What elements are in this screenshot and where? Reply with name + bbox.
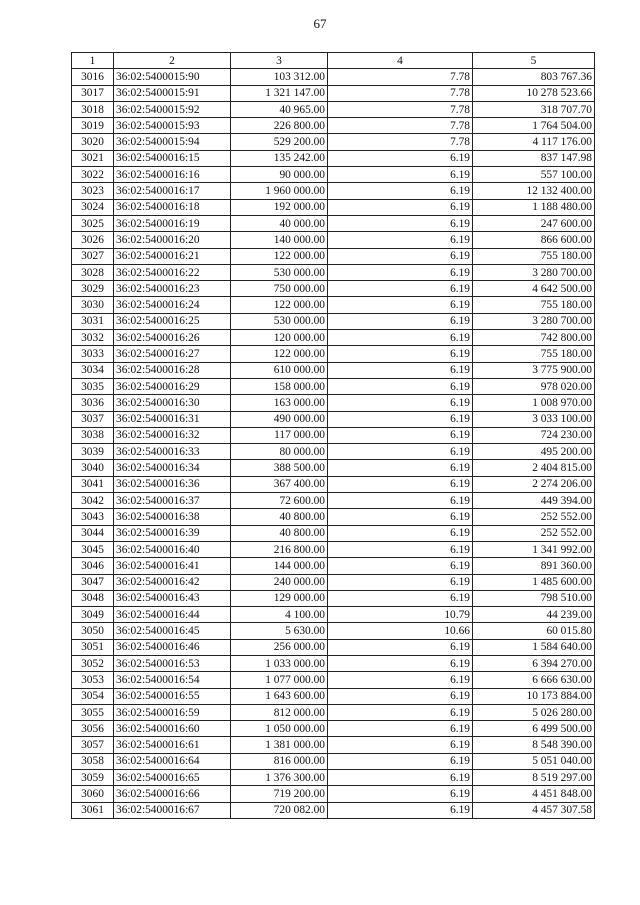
row-number-cell: 3048 — [72, 590, 114, 606]
table-row — [72, 248, 595, 264]
column-header-2: 2 — [114, 53, 231, 69]
row-number-cell: 3017 — [72, 85, 114, 101]
rate-cell: 6.19 — [328, 558, 473, 574]
cadastral-number-cell: 36:02:5400016:44 — [114, 607, 231, 623]
table-row — [72, 101, 595, 117]
table-row — [72, 330, 595, 346]
cadastral-number-cell: 36:02:5400016:37 — [114, 493, 231, 509]
table-row — [72, 232, 595, 248]
value-cell: 3 280 700.00 — [473, 313, 595, 329]
row-number-cell: 3047 — [72, 574, 114, 590]
area-cell: 1 376 300.00 — [231, 770, 328, 786]
table-row — [72, 378, 595, 394]
row-number-cell: 3044 — [72, 525, 114, 541]
area-cell: 226 800.00 — [231, 118, 328, 134]
cadastral-number-cell: 36:02:5400016:25 — [114, 313, 231, 329]
table-row — [72, 493, 595, 509]
cadastral-number-cell: 36:02:5400016:21 — [114, 248, 231, 264]
cadastral-number-cell: 36:02:5400016:53 — [114, 655, 231, 671]
area-cell: 120 000.00 — [231, 330, 328, 346]
row-number-cell: 3025 — [72, 215, 114, 231]
rate-cell: 6.19 — [328, 167, 473, 183]
value-cell: 755 180.00 — [473, 297, 595, 313]
table-row — [72, 655, 595, 671]
cadastral-number-cell: 36:02:5400016:64 — [114, 753, 231, 769]
value-cell: 755 180.00 — [473, 346, 595, 362]
row-number-cell: 3016 — [72, 69, 114, 85]
row-number-cell: 3024 — [72, 199, 114, 215]
rate-cell: 6.19 — [328, 150, 473, 166]
value-cell: 12 132 400.00 — [473, 183, 595, 199]
table-row — [72, 672, 595, 688]
row-number-cell: 3046 — [72, 558, 114, 574]
rate-cell: 10.79 — [328, 607, 473, 623]
area-cell: 1 050 000.00 — [231, 721, 328, 737]
value-cell: 3 033 100.00 — [473, 411, 595, 427]
cadastral-number-cell: 36:02:5400015:93 — [114, 118, 231, 134]
area-cell: 750 000.00 — [231, 281, 328, 297]
rate-cell: 6.19 — [328, 753, 473, 769]
area-cell: 40 000.00 — [231, 215, 328, 231]
cadastral-number-cell: 36:02:5400016:61 — [114, 737, 231, 753]
area-cell: 1 381 000.00 — [231, 737, 328, 753]
cadastral-number-cell: 36:02:5400016:43 — [114, 590, 231, 606]
rate-cell: 6.19 — [328, 574, 473, 590]
table-row — [72, 281, 595, 297]
rate-cell: 6.19 — [328, 639, 473, 655]
rate-cell: 6.19 — [328, 330, 473, 346]
table-row — [72, 118, 595, 134]
table-row — [72, 737, 595, 753]
area-cell: 144 000.00 — [231, 558, 328, 574]
value-cell: 803 767.36 — [473, 69, 595, 85]
rate-cell: 6.19 — [328, 427, 473, 443]
cadastral-number-cell: 36:02:5400016:66 — [114, 786, 231, 802]
row-number-cell: 3061 — [72, 802, 114, 818]
cadastral-number-cell: 36:02:5400016:40 — [114, 541, 231, 557]
table-row — [72, 541, 595, 557]
row-number-cell: 3045 — [72, 541, 114, 557]
area-cell: 140 000.00 — [231, 232, 328, 248]
rate-cell: 6.19 — [328, 590, 473, 606]
cadastral-number-cell: 36:02:5400016:32 — [114, 427, 231, 443]
cadastral-number-cell: 36:02:5400015:92 — [114, 101, 231, 117]
value-cell: 6 499 500.00 — [473, 721, 595, 737]
row-number-cell: 3034 — [72, 362, 114, 378]
area-cell: 1 077 000.00 — [231, 672, 328, 688]
value-cell: 2 404 815.00 — [473, 460, 595, 476]
table-row — [72, 297, 595, 313]
area-cell: 158 000.00 — [231, 378, 328, 394]
table-row — [72, 558, 595, 574]
rate-cell: 6.19 — [328, 721, 473, 737]
value-cell: 247 600.00 — [473, 215, 595, 231]
rate-cell: 6.19 — [328, 672, 473, 688]
cadastral-number-cell: 36:02:5400016:29 — [114, 378, 231, 394]
row-number-cell: 3059 — [72, 770, 114, 786]
row-number-cell: 3035 — [72, 378, 114, 394]
row-number-cell: 3033 — [72, 346, 114, 362]
cadastral-number-cell: 36:02:5400016:17 — [114, 183, 231, 199]
rate-cell: 6.19 — [328, 346, 473, 362]
value-cell: 1 485 600.00 — [473, 574, 595, 590]
rate-cell: 6.19 — [328, 541, 473, 557]
value-cell: 44 239.00 — [473, 607, 595, 623]
row-number-cell: 3049 — [72, 607, 114, 623]
row-number-cell: 3040 — [72, 460, 114, 476]
table-row — [72, 639, 595, 655]
row-number-cell: 3022 — [72, 167, 114, 183]
area-cell: 122 000.00 — [231, 297, 328, 313]
page-number: 67 — [313, 16, 327, 31]
area-cell: 40 800.00 — [231, 509, 328, 525]
area-cell: 1 960 000.00 — [231, 183, 328, 199]
area-cell: 367 400.00 — [231, 476, 328, 492]
area-cell: 529 200.00 — [231, 134, 328, 150]
value-cell: 755 180.00 — [473, 248, 595, 264]
cadastral-number-cell: 36:02:5400016:27 — [114, 346, 231, 362]
rate-cell: 6.19 — [328, 378, 473, 394]
cadastral-number-cell: 36:02:5400016:41 — [114, 558, 231, 574]
value-cell: 6 666 630.00 — [473, 672, 595, 688]
value-cell: 798 510.00 — [473, 590, 595, 606]
area-cell: 72 600.00 — [231, 493, 328, 509]
value-cell: 557 100.00 — [473, 167, 595, 183]
rate-cell: 6.19 — [328, 215, 473, 231]
area-cell: 5 630.00 — [231, 623, 328, 639]
rate-cell: 6.19 — [328, 509, 473, 525]
rate-cell: 6.19 — [328, 264, 473, 280]
table-row — [72, 85, 595, 101]
value-cell: 10 173 884.00 — [473, 688, 595, 704]
cadastral-number-cell: 36:02:5400016:30 — [114, 395, 231, 411]
rate-cell: 6.19 — [328, 362, 473, 378]
table-row — [72, 313, 595, 329]
row-number-cell: 3052 — [72, 655, 114, 671]
area-cell: 1 643 600.00 — [231, 688, 328, 704]
rate-cell: 6.19 — [328, 525, 473, 541]
cadastral-number-cell: 36:02:5400015:94 — [114, 134, 231, 150]
rate-cell: 6.19 — [328, 655, 473, 671]
table-row — [72, 753, 595, 769]
cadastral-number-cell: 36:02:5400016:20 — [114, 232, 231, 248]
area-cell: 122 000.00 — [231, 248, 328, 264]
table-row — [72, 444, 595, 460]
column-header-1: 1 — [72, 53, 114, 69]
rate-cell: 6.19 — [328, 248, 473, 264]
value-cell: 1 188 480.00 — [473, 199, 595, 215]
cadastral-number-cell: 36:02:5400016:38 — [114, 509, 231, 525]
table-row — [72, 150, 595, 166]
cadastral-number-cell: 36:02:5400016:26 — [114, 330, 231, 346]
value-cell: 742 800.00 — [473, 330, 595, 346]
value-cell: 495 200.00 — [473, 444, 595, 460]
cadastral-number-cell: 36:02:5400016:31 — [114, 411, 231, 427]
rate-cell: 6.19 — [328, 395, 473, 411]
row-number-cell: 3056 — [72, 721, 114, 737]
table-row — [72, 167, 595, 183]
row-number-cell: 3032 — [72, 330, 114, 346]
row-number-cell: 3053 — [72, 672, 114, 688]
rate-cell: 6.19 — [328, 493, 473, 509]
table-row — [72, 69, 595, 85]
row-number-cell: 3050 — [72, 623, 114, 639]
value-cell: 724 230.00 — [473, 427, 595, 443]
row-number-cell: 3051 — [72, 639, 114, 655]
area-cell: 80 000.00 — [231, 444, 328, 460]
rate-cell: 6.19 — [328, 297, 473, 313]
value-cell: 8 519 297.00 — [473, 770, 595, 786]
table-row — [72, 362, 595, 378]
table-header-row — [72, 53, 595, 69]
table-row — [72, 590, 595, 606]
rate-cell: 6.19 — [328, 313, 473, 329]
rate-cell: 6.19 — [328, 281, 473, 297]
cadastral-number-cell: 36:02:5400016:23 — [114, 281, 231, 297]
table-row — [72, 476, 595, 492]
row-number-cell: 3037 — [72, 411, 114, 427]
column-header-4: 4 — [328, 53, 473, 69]
rate-cell: 6.19 — [328, 737, 473, 753]
row-number-cell: 3038 — [72, 427, 114, 443]
cadastral-number-cell: 36:02:5400016:45 — [114, 623, 231, 639]
value-cell: 318 707.70 — [473, 101, 595, 117]
cadastral-number-cell: 36:02:5400016:34 — [114, 460, 231, 476]
rate-cell: 6.19 — [328, 411, 473, 427]
row-number-cell: 3043 — [72, 509, 114, 525]
value-cell: 5 051 040.00 — [473, 753, 595, 769]
row-number-cell: 3030 — [72, 297, 114, 313]
area-cell: 90 000.00 — [231, 167, 328, 183]
table-row — [72, 395, 595, 411]
table-row — [72, 688, 595, 704]
cadastral-number-cell: 36:02:5400016:16 — [114, 167, 231, 183]
cadastral-number-cell: 36:02:5400016:39 — [114, 525, 231, 541]
table-row — [72, 264, 595, 280]
table-row — [72, 346, 595, 362]
cadastral-number-cell: 36:02:5400016:59 — [114, 704, 231, 720]
cadastral-number-cell: 36:02:5400016:42 — [114, 574, 231, 590]
table-row — [72, 721, 595, 737]
row-number-cell: 3021 — [72, 150, 114, 166]
value-cell: 3 775 900.00 — [473, 362, 595, 378]
cadastral-number-cell: 36:02:5400015:91 — [114, 85, 231, 101]
value-cell: 978 020.00 — [473, 378, 595, 394]
area-cell: 117 000.00 — [231, 427, 328, 443]
area-cell: 720 082.00 — [231, 802, 328, 818]
cadastral-number-cell: 36:02:5400016:36 — [114, 476, 231, 492]
value-cell: 252 552.00 — [473, 525, 595, 541]
table-row — [72, 574, 595, 590]
rate-cell: 6.19 — [328, 183, 473, 199]
rate-cell: 6.19 — [328, 476, 473, 492]
value-cell: 4 642 500.00 — [473, 281, 595, 297]
area-cell: 610 000.00 — [231, 362, 328, 378]
value-cell: 1 341 992.00 — [473, 541, 595, 557]
table-row — [72, 215, 595, 231]
column-header-5: 5 — [473, 53, 595, 69]
value-cell: 2 274 206.00 — [473, 476, 595, 492]
area-cell: 40 965.00 — [231, 101, 328, 117]
row-number-cell: 3042 — [72, 493, 114, 509]
cadastral-number-cell: 36:02:5400016:24 — [114, 297, 231, 313]
cadastral-number-cell: 36:02:5400016:19 — [114, 215, 231, 231]
value-cell: 3 280 700.00 — [473, 264, 595, 280]
row-number-cell: 3018 — [72, 101, 114, 117]
table-row — [72, 786, 595, 802]
row-number-cell: 3026 — [72, 232, 114, 248]
area-cell: 103 312.00 — [231, 69, 328, 85]
row-number-cell: 3031 — [72, 313, 114, 329]
area-cell: 129 000.00 — [231, 590, 328, 606]
row-number-cell: 3019 — [72, 118, 114, 134]
row-number-cell: 3023 — [72, 183, 114, 199]
area-cell: 192 000.00 — [231, 199, 328, 215]
value-cell: 6 394 270.00 — [473, 655, 595, 671]
rate-cell: 6.19 — [328, 199, 473, 215]
area-cell: 812 000.00 — [231, 704, 328, 720]
cadastral-number-cell: 36:02:5400016:28 — [114, 362, 231, 378]
row-number-cell: 3027 — [72, 248, 114, 264]
area-cell: 530 000.00 — [231, 264, 328, 280]
area-cell: 1 033 000.00 — [231, 655, 328, 671]
row-number-cell: 3054 — [72, 688, 114, 704]
rate-cell: 7.78 — [328, 118, 473, 134]
value-cell: 60 015.80 — [473, 623, 595, 639]
table-row — [72, 607, 595, 623]
table-row — [72, 623, 595, 639]
area-cell: 490 000.00 — [231, 411, 328, 427]
table-row — [72, 411, 595, 427]
cadastral-number-cell: 36:02:5400015:90 — [114, 69, 231, 85]
row-number-cell: 3039 — [72, 444, 114, 460]
value-cell: 837 147.98 — [473, 150, 595, 166]
area-cell: 1 321 147.00 — [231, 85, 328, 101]
value-cell: 5 026 280.00 — [473, 704, 595, 720]
row-number-cell: 3041 — [72, 476, 114, 492]
rate-cell: 10.66 — [328, 623, 473, 639]
value-cell: 449 394.00 — [473, 493, 595, 509]
cadastral-number-cell: 36:02:5400016:22 — [114, 264, 231, 280]
cadastral-number-cell: 36:02:5400016:67 — [114, 802, 231, 818]
area-cell: 122 000.00 — [231, 346, 328, 362]
table-row — [72, 802, 595, 818]
table-row — [72, 704, 595, 720]
value-cell: 891 360.00 — [473, 558, 595, 574]
cadastral-number-cell: 36:02:5400016:60 — [114, 721, 231, 737]
area-cell: 816 000.00 — [231, 753, 328, 769]
cadastral-number-cell: 36:02:5400016:33 — [114, 444, 231, 460]
value-cell: 8 548 390.00 — [473, 737, 595, 753]
row-number-cell: 3029 — [72, 281, 114, 297]
cadastral-number-cell: 36:02:5400016:55 — [114, 688, 231, 704]
value-cell: 1 008 970.00 — [473, 395, 595, 411]
table-row — [72, 460, 595, 476]
table-row — [72, 770, 595, 786]
rate-cell: 6.19 — [328, 704, 473, 720]
row-number-cell: 3058 — [72, 753, 114, 769]
rate-cell: 6.19 — [328, 444, 473, 460]
area-cell: 163 000.00 — [231, 395, 328, 411]
value-cell: 4 117 176.00 — [473, 134, 595, 150]
area-cell: 240 000.00 — [231, 574, 328, 590]
rate-cell: 6.19 — [328, 460, 473, 476]
table-row — [72, 199, 595, 215]
cadastral-number-cell: 36:02:5400016:65 — [114, 770, 231, 786]
table-row — [72, 183, 595, 199]
rate-cell: 7.78 — [328, 85, 473, 101]
row-number-cell: 3060 — [72, 786, 114, 802]
area-cell: 388 500.00 — [231, 460, 328, 476]
rate-cell: 7.78 — [328, 69, 473, 85]
area-cell: 4 100.00 — [231, 607, 328, 623]
area-cell: 40 800.00 — [231, 525, 328, 541]
rate-cell: 7.78 — [328, 134, 473, 150]
table-row — [72, 525, 595, 541]
area-cell: 256 000.00 — [231, 639, 328, 655]
row-number-cell: 3055 — [72, 704, 114, 720]
area-cell: 135 242.00 — [231, 150, 328, 166]
table-row — [72, 427, 595, 443]
row-number-cell: 3020 — [72, 134, 114, 150]
rate-cell: 6.19 — [328, 688, 473, 704]
value-cell: 4 451 848.00 — [473, 786, 595, 802]
cadastral-number-cell: 36:02:5400016:15 — [114, 150, 231, 166]
area-cell: 530 000.00 — [231, 313, 328, 329]
cadastral-number-cell: 36:02:5400016:54 — [114, 672, 231, 688]
value-cell: 1 584 640.00 — [473, 639, 595, 655]
value-cell: 4 457 307.58 — [473, 802, 595, 818]
value-cell: 252 552.00 — [473, 509, 595, 525]
cadastral-number-cell: 36:02:5400016:46 — [114, 639, 231, 655]
row-number-cell: 3036 — [72, 395, 114, 411]
table-row — [72, 134, 595, 150]
column-header-3: 3 — [231, 53, 328, 69]
row-number-cell: 3028 — [72, 264, 114, 280]
rate-cell: 6.19 — [328, 786, 473, 802]
rate-cell: 6.19 — [328, 232, 473, 248]
table-body — [72, 69, 595, 819]
cadastral-number-cell: 36:02:5400016:18 — [114, 199, 231, 215]
row-number-cell: 3057 — [72, 737, 114, 753]
rate-cell: 6.19 — [328, 802, 473, 818]
rate-cell: 7.78 — [328, 101, 473, 117]
value-cell: 10 278 523.66 — [473, 85, 595, 101]
land-value-table — [71, 52, 595, 819]
area-cell: 216 800.00 — [231, 541, 328, 557]
area-cell: 719 200.00 — [231, 786, 328, 802]
value-cell: 1 764 504.00 — [473, 118, 595, 134]
table-row — [72, 509, 595, 525]
value-cell: 866 600.00 — [473, 232, 595, 248]
rate-cell: 6.19 — [328, 770, 473, 786]
